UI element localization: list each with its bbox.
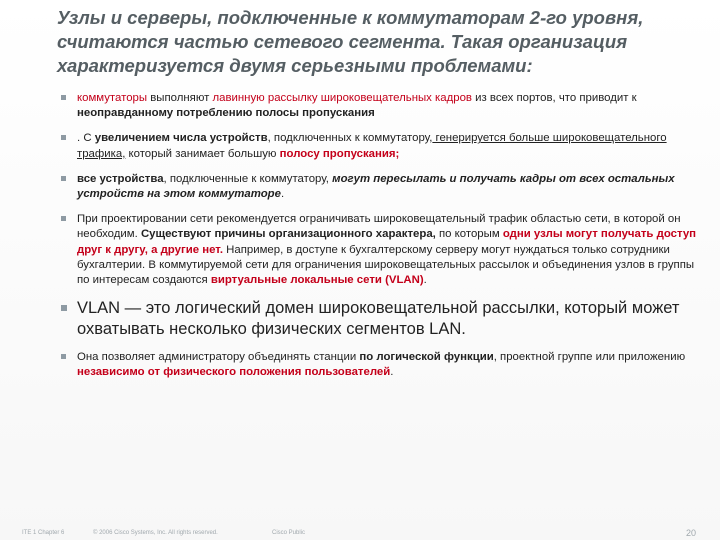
text: При проектировании сети рекомендуется ограничивать широковещательный трафик областью сети, в которой он необходим. (77, 213, 681, 241)
text: , проектной группе или приложению (493, 351, 686, 364)
bullet-vlan-definition (60, 298, 700, 340)
text: . С (77, 132, 95, 145)
text-bandwidth-waste: неоправданному потреблению полосы пропускания (77, 107, 375, 120)
text: Например, в доступе к бухгалтерскому серверу могут нуждаться только сотрудники бухгалтерии. В коммутируемой сети для ограничения широковещательных рассылок и объединения узлов в группы по интересам создаются (77, 243, 695, 287)
text-broadcast-flooding: лавинную рассылку широковещательных кадров (212, 92, 472, 104)
text: выполняют (147, 92, 213, 104)
text-independent-location: независимо от физического положения пользователей (77, 366, 391, 379)
footer (0, 526, 720, 540)
text: . (423, 274, 427, 287)
text-more-broadcast: генерируется больше широковещательного трафика, (77, 132, 667, 160)
footer-chapter: ITE 1 Chapter 6 (22, 530, 65, 536)
text-access: одни узлы могут получать доступ друг к другу, а другие нет. (77, 228, 697, 256)
bullet-admin (60, 350, 700, 380)
bullet-all-devices (60, 172, 700, 202)
text: . (280, 188, 285, 201)
text: , подключенные к коммутатору, (163, 172, 333, 185)
slide-title: Узлы и серверы, подключенные к коммутаторам 2-го уровня, считаются частью сетевого сегмента. Такая организация характеризуется двумя серьезными проблемами: (57, 7, 644, 76)
text-switches: коммутаторы (77, 92, 148, 104)
text-bandwidth: полосу пропускания; (279, 147, 400, 160)
text: . (390, 366, 394, 379)
bullet-flooding (60, 91, 700, 121)
text-send-receive: могут пересылать и получать кадры от всех остальных устройств на этом коммутаторе (77, 172, 675, 201)
text-more-devices: увеличением числа устройств (94, 132, 268, 145)
text-logical-function: по логической функции (359, 351, 494, 364)
footer-copyright: © 2006 Cisco Systems, Inc. All rights reserved. (93, 530, 218, 536)
text-vlan-definition: VLAN — это логический домен широковещательной рассылки, который может охватывать несколько физических сегментов LAN. (77, 299, 680, 339)
text: из всех портов, что приводит к (471, 92, 637, 104)
page-number: 20 (686, 528, 697, 538)
text: Она позволяет администратору объединять станции (77, 351, 360, 364)
text: , подключенных к коммутатору, (267, 132, 433, 145)
text-all-devices: все устройства (77, 172, 164, 185)
text-org-reasons: Существуют причины организационного характера, (140, 228, 436, 241)
footer-classification: Cisco Public (272, 530, 306, 536)
bullet-list (60, 91, 700, 391)
text-vlan: виртуальные локальные сети (VLAN) (210, 274, 424, 287)
bullet-design (60, 212, 700, 288)
text: по которым (435, 228, 503, 241)
text: который занимает большую (125, 147, 280, 160)
bullet-device-growth (60, 131, 700, 161)
